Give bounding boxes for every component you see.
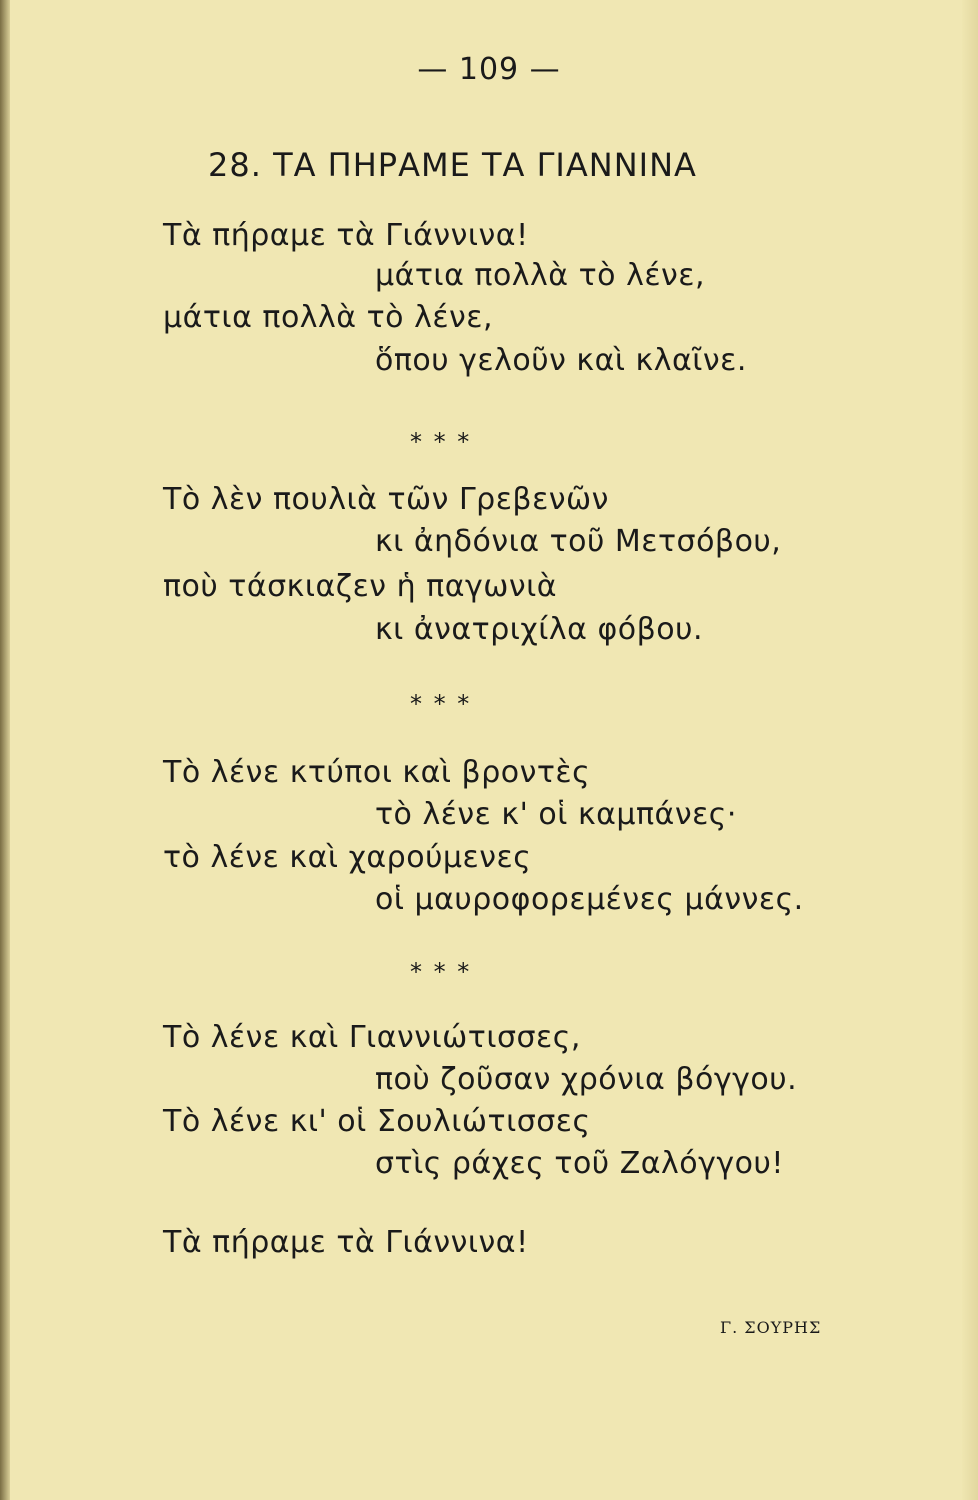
page-edge-right xyxy=(962,0,978,1500)
poem-line: ποὺ τάσκιαζεν ἡ παγωνιὰ xyxy=(163,569,558,604)
poem-line: Τὸ λένε κι' οἱ Σουλιώτισσες xyxy=(163,1104,591,1139)
poem-line: κι ἀηδόνια τοῦ Μετσόβου, xyxy=(375,524,782,559)
page-edge-left xyxy=(0,0,10,1500)
poem-line: Τὰ πήραμε τὰ Γιάννινα! xyxy=(163,218,529,253)
poem-line: ποὺ ζοῦσαν χρόνια βόγγου. xyxy=(375,1062,798,1097)
poem-title: 28. ΤΑ ΠΗΡΑΜΕ ΤΑ ΓΙΑΝΝΙΝΑ xyxy=(208,146,697,184)
closing-line: Τὰ πήραμε τὰ Γιάννινα! xyxy=(163,1225,529,1260)
poem-line: ὅπου γελοῦν καὶ κλαῖνε. xyxy=(375,343,747,378)
poem-line: Τὸ λένε καὶ Γιαννιώτισσες, xyxy=(163,1020,581,1055)
poem-line: μάτια πολλὰ τὸ λένε, xyxy=(375,258,706,293)
poem-line: οἱ μαυροφορεμένες μάννες. xyxy=(375,882,804,917)
poem-line: Τὸ λὲν πουλιὰ τῶν Γρεβενῶν xyxy=(163,482,609,517)
poem-line: κι ἀνατριχίλα φόβου. xyxy=(375,612,704,647)
poem-line: στὶς ράχες τοῦ Ζαλόγγου! xyxy=(375,1146,784,1181)
page-number: — 109 — xyxy=(417,52,561,87)
stanza-separator: * * * xyxy=(410,958,472,986)
author-signature: Γ. ΣΟΥΡΗΣ xyxy=(720,1318,822,1337)
poem-line: τὸ λένε καὶ χαρούμενες xyxy=(163,840,532,875)
poem-line: Τὸ λένε κτύποι καὶ βροντὲς xyxy=(163,755,591,790)
stanza-separator: * * * xyxy=(410,690,472,718)
stanza-separator: * * * xyxy=(410,428,472,456)
poem-line: μάτια πολλὰ τὸ λένε, xyxy=(163,300,494,335)
poem-line: τὸ λένε κ' οἱ καμπάνες· xyxy=(375,797,737,832)
